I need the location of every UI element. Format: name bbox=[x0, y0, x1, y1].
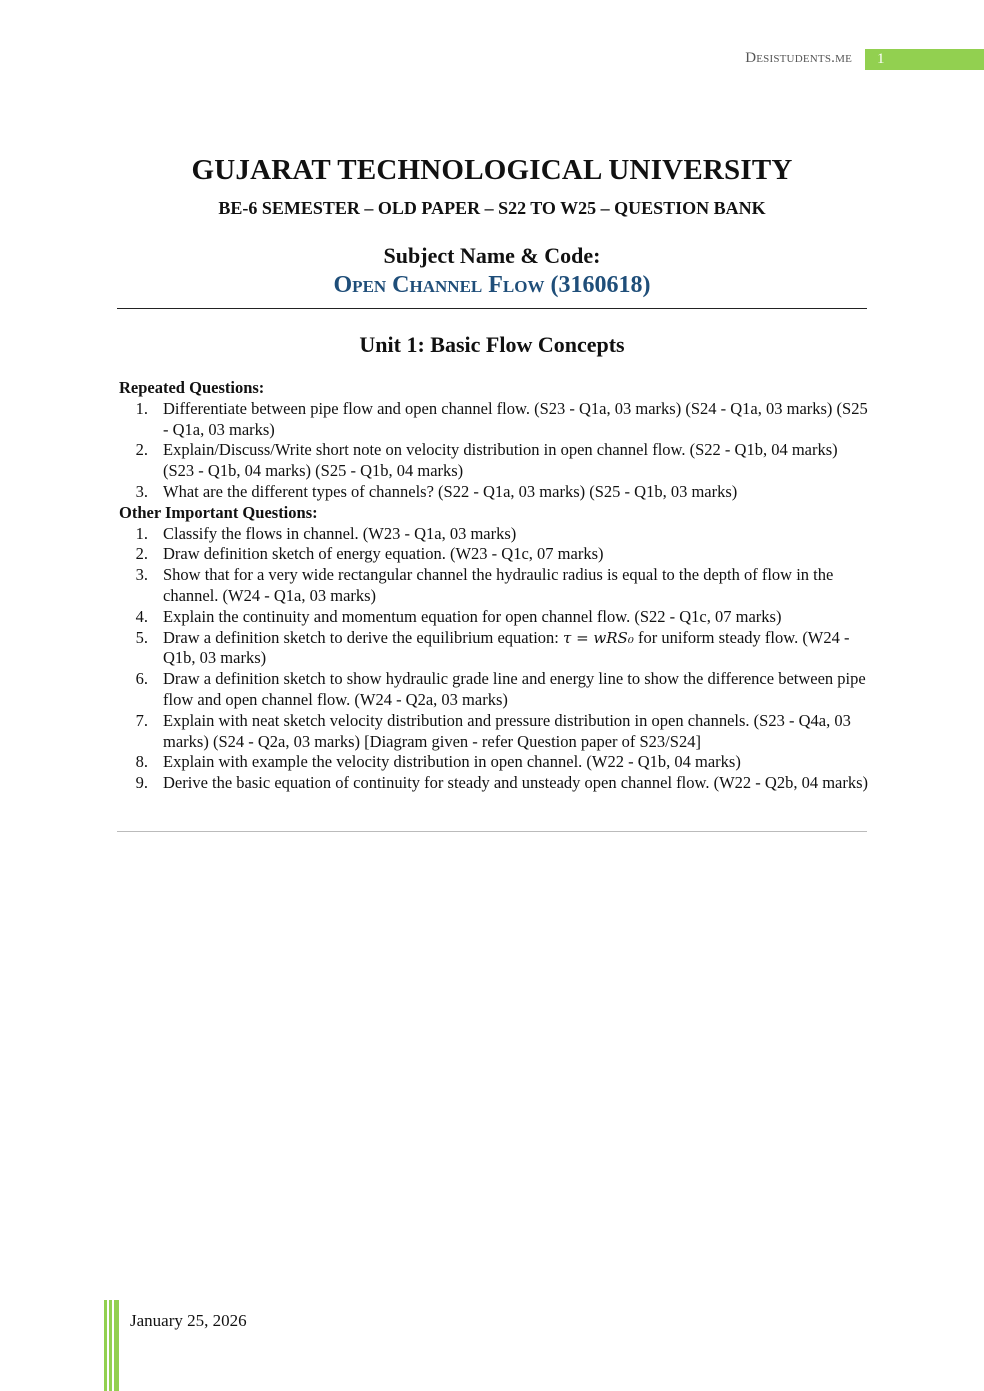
list-item bbox=[119, 752, 869, 773]
question-text: Explain/Discuss/Write short note on velocity distribution in open channel flow. (S22 - Q1b, 04 marks) (S23 - Q1b, 04 marks) (S25 - Q1b, 04 marks) bbox=[163, 440, 838, 481]
title-divider bbox=[117, 308, 867, 309]
header-page-number: 1 bbox=[865, 49, 984, 70]
footer-date: January 25, 2026 bbox=[130, 1311, 247, 1330]
question-text: Explain the continuity and momentum equation for open channel flow. (S22 - Q1c, 07 marks) bbox=[163, 606, 782, 626]
list-item bbox=[119, 440, 869, 482]
list-item bbox=[119, 669, 869, 711]
question-text: Draw a definition sketch to show hydraulic grade line and energy line to show the difference between pipe flow and open channel flow. (W24 - Q2a, 03 marks) bbox=[163, 669, 866, 709]
document-subtitle: BE-6 SEMESTER – OLD PAPER – S22 TO W25 – QUESTION BANK bbox=[218, 198, 766, 218]
question-content bbox=[119, 378, 869, 794]
question-text: Show that for a very wide rectangular channel the hydraulic radius is equal to the depth of flow in the channel. (W24 - Q1a, 03 marks) bbox=[163, 565, 834, 605]
question-text: Derive the basic equation of continuity for steady and unsteady open channel flow. (W22 - Q2b, 04 marks) bbox=[163, 773, 869, 793]
list-item bbox=[119, 544, 869, 565]
question-number: 1. bbox=[135, 523, 148, 543]
question-number: 5. bbox=[135, 627, 148, 647]
question-text-before: Draw a definition sketch to derive the equilibrium equation: bbox=[163, 627, 564, 647]
list-item bbox=[119, 773, 869, 794]
question-number: 7. bbox=[135, 710, 148, 730]
question-text: Classify the flows in channel. (W23 - Q1a, 03 marks) bbox=[163, 523, 517, 543]
subject-label: Subject Name & Code: bbox=[383, 243, 601, 268]
question-number: 3. bbox=[135, 481, 148, 501]
list-item bbox=[119, 399, 869, 441]
question-text: Explain with neat sketch velocity distribution and pressure distribution in open channels. (S23 - Q4a, 03 marks) (S24 - Q2a, 03 marks) [Diagram given - refer Question paper of S23/S24] bbox=[163, 710, 851, 751]
list-item bbox=[119, 565, 869, 607]
repeated-questions-heading: Repeated Questions: bbox=[119, 378, 265, 397]
footer-bar bbox=[109, 1300, 112, 1391]
question-number: 8. bbox=[135, 752, 148, 772]
question-text-after: for uniform steady flow. (W24 - Q1b, 03 marks) bbox=[163, 627, 850, 668]
list-item bbox=[119, 628, 869, 670]
list-item bbox=[119, 482, 869, 503]
header-site-name: Desistudents.me bbox=[745, 50, 852, 66]
question-text: Draw definition sketch of energy equation. (W23 - Q1c, 07 marks) bbox=[163, 544, 604, 564]
question-number: 2. bbox=[135, 440, 148, 460]
subject-name-code: Open Channel Flow (3160618) bbox=[333, 272, 651, 298]
other-questions-list bbox=[119, 524, 869, 794]
list-item bbox=[119, 524, 869, 545]
list-item bbox=[119, 607, 869, 628]
question-number: 2. bbox=[135, 544, 148, 564]
question-number: 9. bbox=[135, 773, 148, 793]
question-number: 3. bbox=[135, 565, 148, 585]
list-item bbox=[119, 711, 869, 753]
other-questions-heading: Other Important Questions: bbox=[119, 502, 318, 522]
repeated-questions-list bbox=[119, 399, 869, 503]
question-number: 4. bbox=[135, 606, 148, 626]
question-number: 1. bbox=[135, 398, 148, 418]
content-divider bbox=[117, 831, 867, 832]
question-text: Explain with example the velocity distribution in open channel. (W22 - Q1b, 04 marks) bbox=[163, 752, 741, 772]
university-title: GUJARAT TECHNOLOGICAL UNIVERSITY bbox=[191, 154, 793, 186]
equilibrium-equation: τ = wRS₀ bbox=[563, 628, 634, 647]
question-text: Differentiate between pipe flow and open channel flow. (S23 - Q1a, 03 marks) (S24 - Q1a, 03 marks) (S25 - Q1a, 03 marks) bbox=[163, 398, 868, 439]
question-text bbox=[163, 628, 869, 670]
unit-title: Unit 1: Basic Flow Concepts bbox=[359, 332, 625, 357]
footer-accent-bars bbox=[104, 1300, 120, 1391]
question-number: 6. bbox=[135, 669, 148, 689]
footer-bar bbox=[104, 1300, 107, 1391]
footer-bar bbox=[114, 1300, 119, 1391]
question-text: What are the different types of channels? (S22 - Q1a, 03 marks) (S25 - Q1b, 03 marks) bbox=[163, 481, 738, 501]
